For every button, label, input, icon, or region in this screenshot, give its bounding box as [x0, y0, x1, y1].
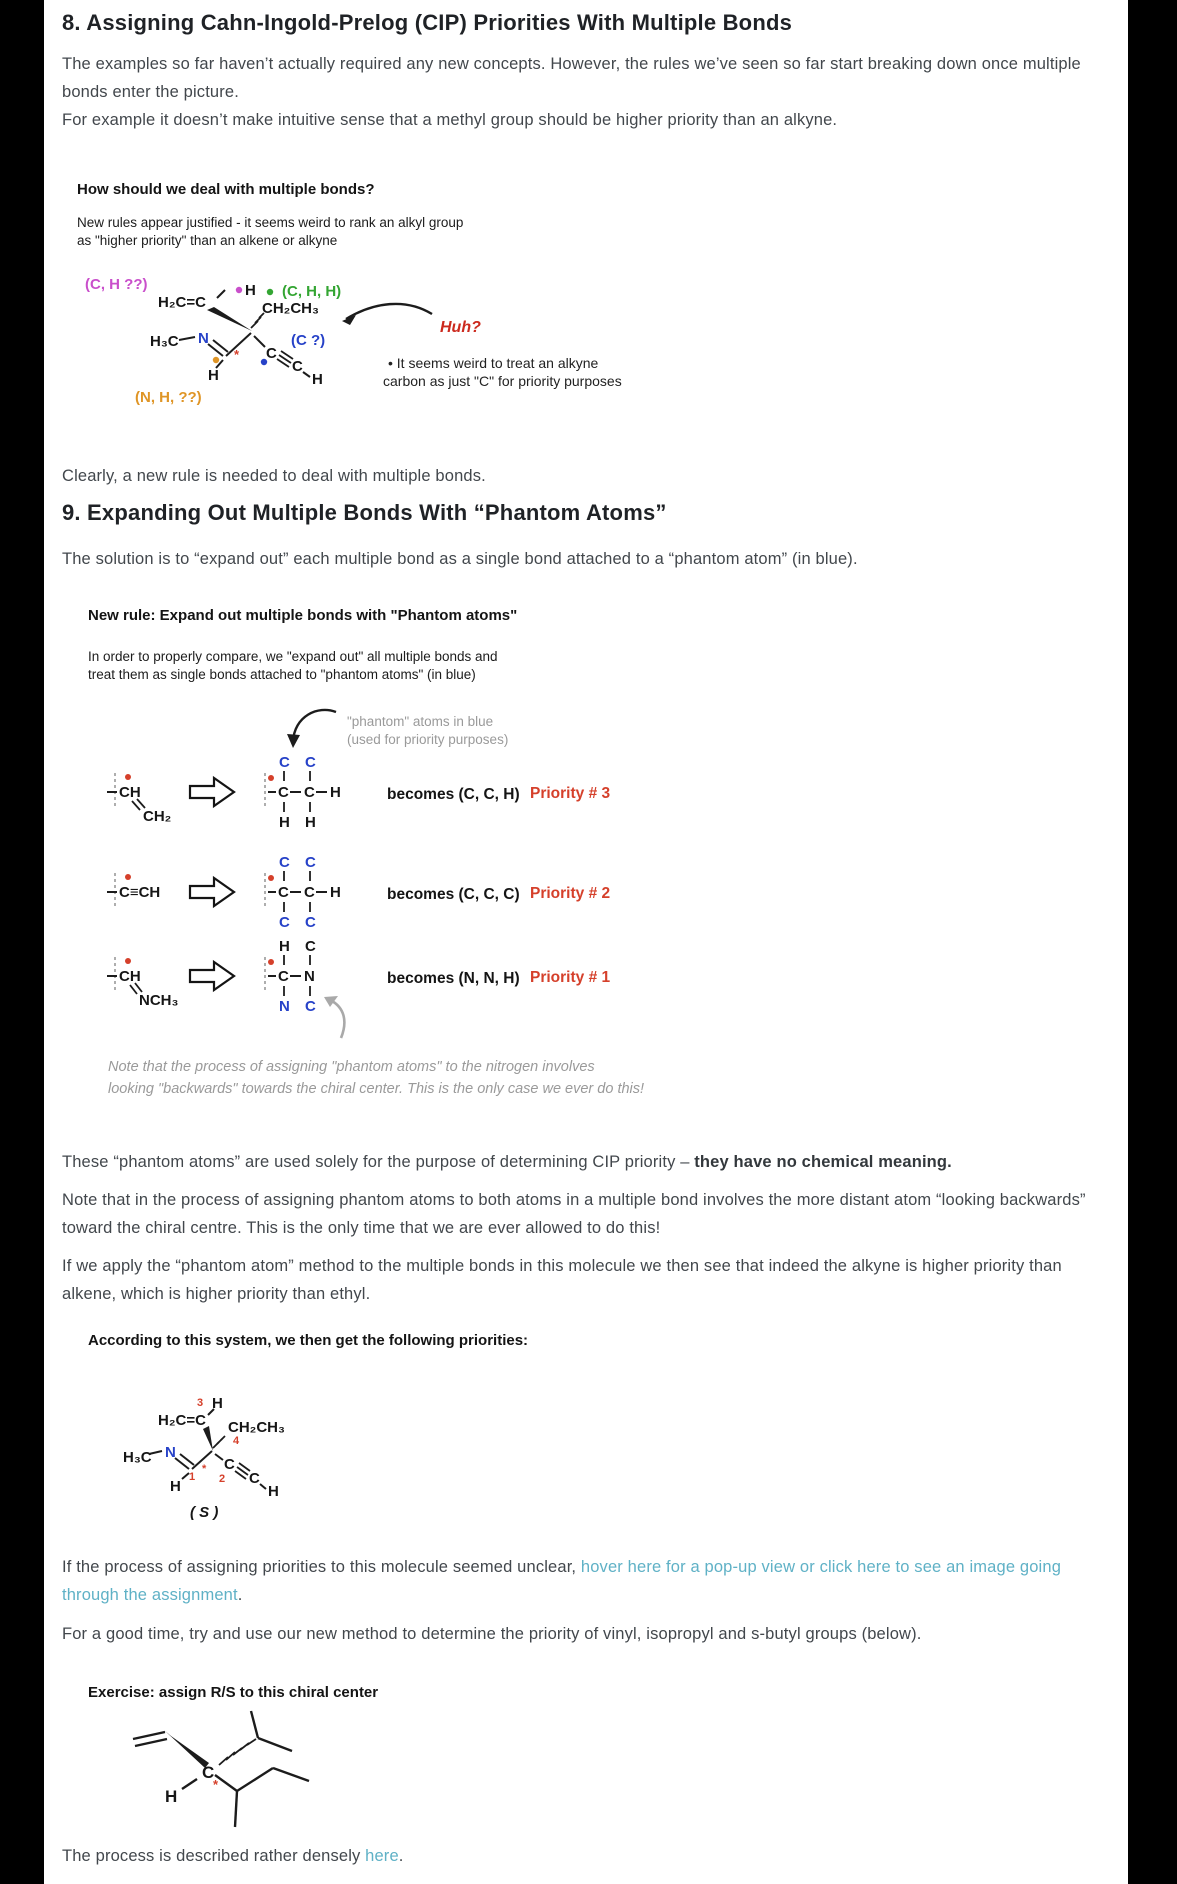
alkyne-carbon-2: C	[249, 1470, 260, 1487]
paragraph-with-link	[62, 1553, 1096, 1609]
chiral-center-asterisk: *	[213, 1777, 219, 1792]
left-structure: CH	[119, 784, 141, 801]
ethyl-group: CH₂CH₃	[262, 300, 319, 317]
figure2-description	[88, 648, 498, 684]
priority-number-1: 1	[189, 1471, 196, 1483]
priority-label: Priority # 2	[530, 885, 611, 902]
paragraph: For a good time, try and use our new method to determine the priority of vinyl, isopropyl and s-butyl groups (below).	[62, 1625, 922, 1643]
figure4-exercise-title: Exercise: assign R/S to this chiral center	[88, 1684, 379, 1701]
chiral-carbon: C	[202, 1763, 215, 1782]
expanded-carbon: C	[278, 968, 289, 985]
figure1-title: How should we deal with multiple bonds?	[77, 181, 375, 198]
hash-bond	[226, 1752, 235, 1760]
left-substituent: CH₂	[143, 808, 172, 825]
methyl-group: H₃C	[123, 1449, 152, 1466]
h-atom: H	[170, 1478, 181, 1495]
popup-assignment-link[interactable]: hover here for a pop-up view or click here to see an image going through the assignment	[62, 1558, 1062, 1604]
alkyne-carbon-1: C	[224, 1456, 235, 1473]
nitrogen-atom: N	[165, 1444, 176, 1461]
block-arrow-icon	[190, 778, 234, 806]
orange-dot	[213, 357, 219, 363]
red-dot	[125, 774, 131, 780]
paragraph: Clearly, a new rule is needed to deal with multiple bonds.	[62, 467, 486, 485]
expanded-carbon: C	[278, 884, 289, 901]
arrowhead	[287, 734, 300, 748]
phantom-atom-top: C	[279, 754, 290, 771]
block-arrow-icon	[190, 878, 234, 906]
bond	[254, 336, 265, 347]
figure1-subtitle-line1: New rules appear justified - it seems weird to rank an alkyl group	[77, 215, 464, 230]
figure1-subtitle-line2: as "higher priority" than an alkene or alkyne	[77, 233, 338, 248]
bond	[260, 1484, 266, 1489]
bond	[251, 1711, 258, 1738]
priority-number-3: 3	[197, 1397, 204, 1409]
figure3-priorities-molecule	[104, 1390, 444, 1540]
expanded-end: H	[330, 784, 341, 801]
atom-top: H	[279, 938, 290, 955]
paragraph: For example it doesn’t make intuitive sense that a methyl group should be higher priority than an alkyne.	[62, 111, 838, 129]
paragraph	[62, 1148, 1096, 1176]
phantom-atom-top: C	[305, 854, 316, 871]
red-dot	[268, 959, 274, 965]
figure4-exercise-molecule	[125, 1705, 365, 1865]
substituent-label-ethyl: (C, H, H)	[282, 283, 342, 300]
h-atom: H	[212, 1395, 223, 1412]
priority-number-2: 2	[219, 1473, 226, 1485]
methyl-group: H₃C	[150, 333, 179, 350]
becomes-label: becomes (C, C, C)	[387, 886, 520, 903]
becomes-label: becomes (C, C, H)	[387, 786, 520, 803]
phantom-atom-top: C	[305, 754, 316, 771]
closing-paragraph	[62, 1842, 1096, 1870]
huh-label: Huh?	[440, 319, 481, 336]
red-dot	[125, 874, 131, 880]
phantom-annotation-line1: "phantom" atoms in blue	[347, 714, 494, 729]
substituent-label-vinyl: (C, H ??)	[85, 276, 148, 293]
substituent-label-imine: (N, H, ??)	[135, 389, 202, 406]
figure3-title: According to this system, we then get the following priorities:	[88, 1332, 529, 1349]
h-atom: H	[245, 282, 256, 299]
section-9-heading: 9. Expanding Out Multiple Bonds With “Phantom Atoms”	[62, 500, 667, 525]
figure2-description-line1: In order to properly compare, we "expand out" all multiple bonds and	[88, 649, 498, 664]
bond	[182, 1473, 189, 1479]
h-atom: H	[165, 1787, 178, 1806]
paragraph-text: These “phantom atoms” are used solely for the purpose of determining CIP priority –	[62, 1153, 695, 1171]
section-8-heading: 8. Assigning Cahn-Ingold-Prelog (CIP) Priorities With Multiple Bonds	[62, 10, 793, 35]
bond	[215, 1454, 223, 1460]
chiral-center-asterisk: *	[234, 347, 240, 362]
bond	[217, 290, 225, 298]
figure2-title: New rule: Expand out multiple bonds with "Phantom atoms"	[88, 607, 518, 624]
article-page	[44, 0, 1128, 1884]
here-link[interactable]: here	[365, 1847, 399, 1865]
green-dot	[267, 289, 273, 295]
phantom-atom-bottom: N	[279, 998, 290, 1015]
red-dot	[268, 875, 274, 881]
bond	[258, 1738, 292, 1751]
priority-label: Priority # 1	[530, 969, 611, 986]
phantom-atom-bottom: C	[305, 914, 316, 931]
phantom-atom-top: C	[279, 854, 290, 871]
bond	[182, 1779, 197, 1789]
substituent-label-alkyne: (C ?)	[291, 332, 326, 349]
red-dot	[268, 775, 274, 781]
red-dot	[125, 958, 131, 964]
priority-label: Priority # 3	[530, 785, 611, 802]
bullet-line1: • It seems weird to treat an alkyne	[388, 355, 599, 371]
left-structure: CH	[119, 968, 141, 985]
curved-arrow	[346, 304, 432, 319]
configuration-label: ( S )	[190, 1504, 219, 1521]
alkyne-carbon-1: C	[266, 345, 277, 362]
double-bond	[135, 1739, 167, 1746]
bold-wedge-bond	[207, 307, 252, 331]
paragraph: The examples so far haven’t actually required any new concepts. However, the rules we’ve seen so far start breaking down once multiple bonds enter the picture.	[62, 55, 1081, 101]
hash-bond	[219, 1757, 228, 1765]
paragraph-text: .	[237, 1586, 243, 1604]
left-structure: C≡CH	[119, 884, 161, 901]
figure2-note-line1: Note that the process of assigning "phantom atoms" to the nitrogen involves	[108, 1059, 595, 1075]
vinyl-group: H₂C=C	[158, 294, 206, 311]
paragraph: The solution is to “expand out” each multiple bond as a single bond attached to a “phantom atom” (in blue).	[62, 550, 858, 568]
paragraph: If we apply the “phantom atom” method to the multiple bonds in this molecule we then see that indeed the alkyne is higher priority than alkene, which is higher priority than ethyl.	[62, 1257, 1062, 1303]
bullet-line2: carbon as just "C" for priority purposes	[383, 373, 622, 389]
priority-number-4: 4	[233, 1435, 240, 1447]
magenta-dot	[236, 287, 242, 293]
nitrogen-atom: N	[198, 330, 209, 347]
atom-bottom: H	[279, 814, 290, 831]
paragraph-text: .	[398, 1847, 404, 1865]
bond	[303, 372, 310, 377]
bond	[235, 1791, 237, 1827]
curved-arrow	[293, 710, 336, 742]
hash-bond	[247, 1739, 256, 1745]
h-atom: H	[312, 371, 323, 388]
phantom-atom-bottom: C	[279, 914, 290, 931]
chiral-center-asterisk: *	[202, 1463, 207, 1475]
bond	[179, 337, 195, 340]
hash-bond	[221, 1436, 225, 1440]
phantom-atom-bottom: C	[305, 998, 316, 1015]
expanded-end: H	[330, 884, 341, 901]
figure2-phantom-atoms-diagram	[44, 700, 844, 1120]
phantom-row-alkyne	[107, 854, 610, 931]
bond	[215, 1775, 237, 1791]
bold-wedge-bond	[203, 1426, 213, 1451]
figure1-molecule-diagram	[44, 210, 744, 415]
figure2-note-line2: looking "backwards" towards the chiral center. This is the only case we ever do this!	[108, 1081, 645, 1097]
block-arrow-icon	[190, 962, 234, 990]
phantom-row-imine	[107, 938, 610, 1038]
paragraph-text: The process is described rather densely	[62, 1847, 366, 1865]
bond	[237, 1768, 273, 1791]
paragraph-text: If the process of assigning priorities to this molecule seemed unclear,	[62, 1558, 581, 1576]
expanded-carbon: C	[304, 884, 315, 901]
paragraph: Note that in the process of assigning phantom atoms to both atoms in a multiple bond involves the more distant atom “looking backwards” toward the chiral centre. This is the only time that we are ever allowed to do this!	[62, 1191, 1086, 1237]
double-bond	[130, 985, 137, 994]
h-atom: H	[208, 367, 219, 384]
atom-top: C	[305, 938, 316, 955]
expanded-nitrogen: N	[304, 968, 315, 985]
expanded-carbon: C	[304, 784, 315, 801]
double-bond	[133, 1732, 165, 1739]
ethyl-group: CH₂CH₃	[228, 1419, 285, 1436]
paragraph-bold-text: they have no chemical meaning.	[694, 1153, 952, 1171]
becomes-label: becomes (N, N, H)	[387, 970, 520, 987]
phantom-annotation-line2: (used for priority purposes)	[347, 732, 509, 747]
phantom-row-vinyl	[107, 754, 610, 831]
alkyne-carbon-2: C	[292, 358, 303, 375]
figure2-description-line2: treat them as single bonds attached to "phantom atoms" (in blue)	[88, 667, 476, 682]
left-substituent: NCH₃	[139, 992, 179, 1009]
expanded-carbon: C	[278, 784, 289, 801]
bond	[273, 1768, 309, 1781]
atom-bottom: H	[305, 814, 316, 831]
vinyl-group: H₂C=C	[158, 1412, 206, 1429]
h-atom: H	[268, 1483, 279, 1500]
